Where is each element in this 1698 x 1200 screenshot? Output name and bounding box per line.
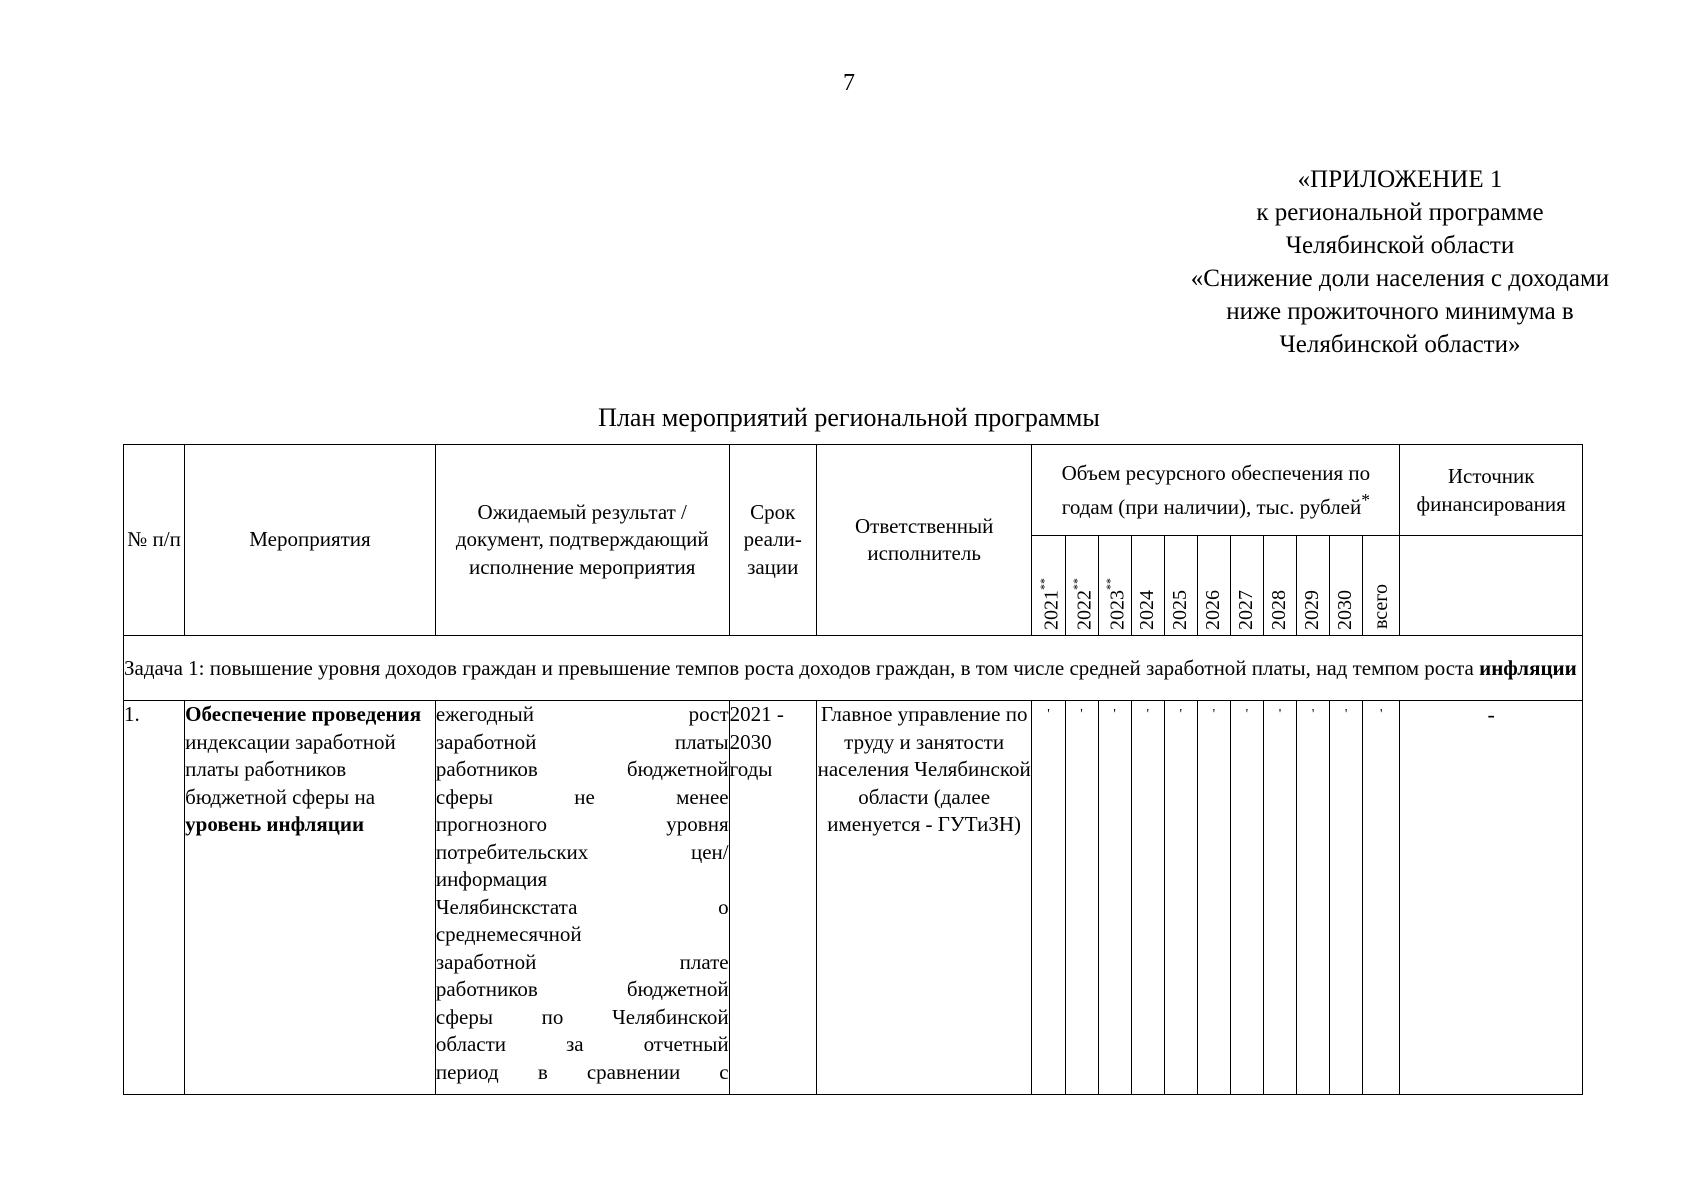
- header-term: Срок реали-зации: [729, 445, 816, 636]
- year-label: 2030: [1334, 589, 1357, 630]
- year-label: 2025: [1169, 589, 1192, 630]
- year-header: [1363, 536, 1400, 636]
- year-label: 2029: [1301, 589, 1324, 630]
- plan-table: [123, 444, 1583, 1095]
- result-line: среднемесячной: [435, 922, 582, 946]
- appendix-line: к региональной программе: [1256, 199, 1544, 226]
- year-value: ': [1098, 701, 1131, 1095]
- row-event-bold: Обеспечение проведения: [185, 702, 422, 726]
- appendix-line: Челябинской области: [1285, 232, 1515, 259]
- appendix-header: [1090, 163, 1698, 361]
- plan-title: План мероприятий региональной программы: [598, 403, 1100, 432]
- year-mark: **: [1103, 577, 1118, 590]
- appendix-line: «ПРИЛОЖЕНИЕ 1: [1297, 166, 1503, 193]
- year-header: [1197, 536, 1230, 636]
- year-header: [1032, 536, 1065, 636]
- year-label: 2027: [1235, 589, 1258, 630]
- year-label: 2022: [1073, 589, 1096, 630]
- year-value: ': [1032, 701, 1065, 1095]
- year-value: ': [1131, 701, 1164, 1095]
- result-line: сферы по Челябинской: [435, 1004, 729, 1029]
- year-header: [1098, 536, 1131, 636]
- result-line: работников бюджетной: [435, 757, 729, 781]
- task-row: [124, 636, 1583, 701]
- header-num: № п/п: [124, 445, 185, 636]
- year-label: 2028: [1268, 589, 1291, 630]
- page-number: 7: [843, 70, 855, 96]
- row-event: [185, 701, 436, 1095]
- header-source: Источник финансирования: [1400, 445, 1583, 536]
- row-result: [435, 701, 729, 1095]
- result-line: работников бюджетной: [435, 977, 729, 1001]
- task-emphasis: инфляции: [1479, 656, 1577, 680]
- row-event-text: индексации заработной платы работников бюджетной сферы на: [185, 729, 396, 809]
- table-row: [124, 701, 1583, 1095]
- year-header: [1164, 536, 1197, 636]
- row-num: 1.: [124, 701, 185, 1095]
- row-source: -: [1400, 701, 1583, 1095]
- year-value: ': [1363, 701, 1400, 1095]
- task-cell: [124, 636, 1583, 701]
- year-value: ': [1197, 701, 1230, 1095]
- year-mark: **: [1069, 577, 1084, 590]
- header-row: [124, 445, 1583, 536]
- year-label: 2024: [1135, 589, 1158, 630]
- result-line: сферы не менее: [435, 784, 729, 809]
- term-line: годы: [729, 757, 773, 781]
- result-line: информация: [435, 867, 548, 891]
- term-line: 2030: [729, 729, 772, 754]
- appendix-line: «Снижение доли населения с доходами: [1190, 265, 1610, 292]
- header-executor: Ответственный исполнитель: [816, 445, 1032, 636]
- appendix-line: ниже прожиточного минимума в: [1226, 298, 1574, 325]
- year-label: 2026: [1202, 589, 1225, 630]
- row-executor: Главное управление по труду и занятости населения Челябинской области (далее именуется - ГУТиЗН): [816, 701, 1032, 1095]
- year-header: [1263, 536, 1296, 636]
- result-line: заработной плате: [435, 949, 729, 974]
- result-line: период в сравнении с: [435, 1059, 729, 1084]
- source-subheader: [1400, 536, 1583, 636]
- appendix-line: Челябинской области»: [1279, 331, 1521, 358]
- year-value: ': [1330, 701, 1363, 1095]
- year-value: ': [1065, 701, 1098, 1095]
- result-line: Челябинскстата о: [435, 894, 729, 919]
- result-line: области за отчетный: [435, 1032, 729, 1056]
- header-result: Ожидаемый результат / документ, подтверждающий исполнение мероприятия: [435, 445, 729, 636]
- year-label: 2023: [1106, 589, 1129, 630]
- year-header: [1297, 536, 1330, 636]
- row-event-tail: уровень инфляции: [185, 812, 365, 836]
- row-term: [729, 701, 816, 1095]
- year-value: ': [1297, 701, 1330, 1095]
- year-value: ': [1230, 701, 1263, 1095]
- term-line: 2021 -: [729, 702, 784, 726]
- year-header: [1330, 536, 1363, 636]
- year-header: [1065, 536, 1098, 636]
- year-label: 2021: [1040, 589, 1063, 630]
- year-header: [1230, 536, 1263, 636]
- result-line: прогнозного уровня: [435, 812, 729, 836]
- result-line: потребительских цен/: [435, 839, 729, 864]
- footnote-mark: *: [1361, 489, 1370, 510]
- year-header: [1131, 536, 1164, 636]
- task-text: Задача 1: повышение уровня доходов граждан и превышение темпов роста доходов граждан, в том числе средней заработной платы, над темпом роста: [124, 656, 1480, 680]
- year-value: ': [1164, 701, 1197, 1095]
- header-funding: [1032, 445, 1400, 536]
- header-funding-text: Объем ресурсного обеспечения по годам (при наличии), тыс. рублей: [1061, 460, 1371, 519]
- year-value: ': [1263, 701, 1296, 1095]
- year-mark: **: [1036, 577, 1051, 590]
- year-label: всего: [1369, 584, 1392, 630]
- header-event: Мероприятия: [185, 445, 436, 636]
- result-line: заработной платы: [435, 729, 729, 754]
- result-line: ежегодный рост: [435, 702, 729, 726]
